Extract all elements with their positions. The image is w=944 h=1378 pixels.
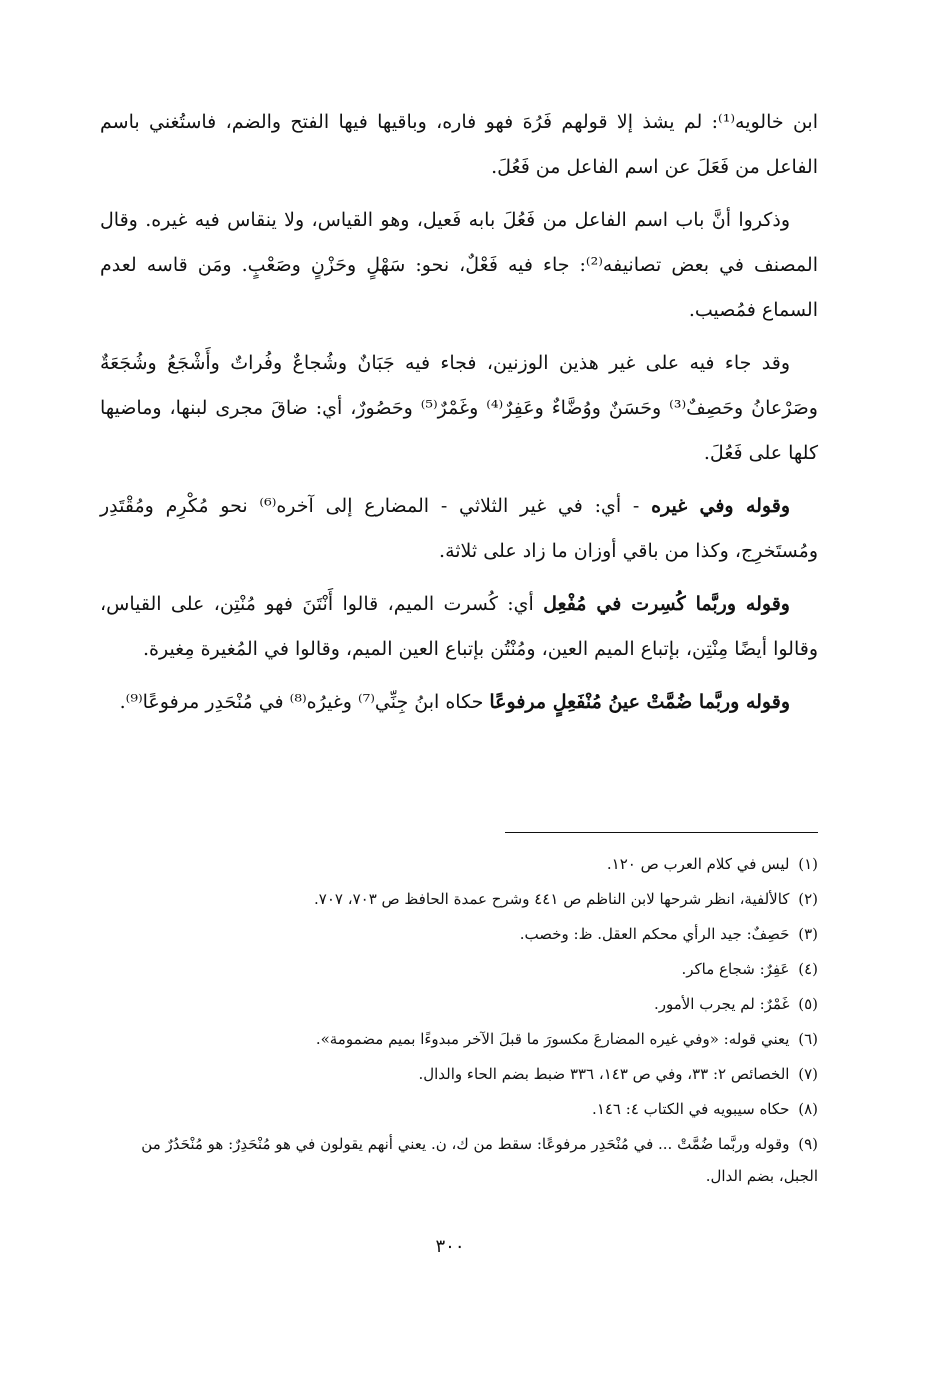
paragraph-4: [100, 484, 818, 574]
footnote-text: غَمْرٌ: لم يجرب الأمور.: [653, 995, 790, 1013]
footnote-number: (٢): [798, 890, 818, 908]
footnotes: [100, 848, 818, 1195]
footnote-number: (٨): [798, 1100, 818, 1118]
footnote-text: ليس في كلام العرب ص ١٢٠.: [606, 855, 790, 873]
paragraph-text: أي: كُسرت الميم، قالوا أَنْتَنَ فهو مُنْتِن، على القياس، وقالوا أيضًا مِنْتِن، بإتباع الميم العين، ومُنْتُن بإتباع العين الميم، وقالوا في المُغيرة مِغيرة.: [100, 593, 818, 660]
footnote-8: [100, 1093, 818, 1125]
footnote-7: [100, 1058, 818, 1090]
footnote-number: (٣): [798, 925, 818, 943]
footnote-9: [100, 1128, 818, 1192]
paragraph-text: وذكروا أنَّ باب اسم الفاعل من فَعُلَ بابه فَعيل، وهو القياس، ولا ينقاس فيه غيره. وقال المصنف في بعض تصانيفه⁽²⁾: جاء فيه فَعْلٌ، نحو: سَهْلٍ وحَزْنٍ وصَعْبٍ. ومَن قاسه لعدم السماع فمُصيب.: [100, 209, 818, 321]
footnote-number: (٤): [798, 960, 818, 978]
paragraph-lead: وقوله وربَّما كُسِرت في مُفْعِل: [543, 593, 790, 615]
main-text: [100, 100, 818, 733]
footnote-text: حَصِفٌ: جيد الرأي محكم العقل. ظ: وخصب.: [519, 925, 790, 943]
paragraph-5: [100, 582, 818, 672]
footnote-text: كالألفية، انظر شرحها لابن الناظم ص ٤٤١ وشرح عمدة الحافظ ص ٧٠٣، ٧٠٧.: [314, 890, 790, 908]
footnote-1: [100, 848, 818, 880]
footnote-4: [100, 953, 818, 985]
footnote-6: [100, 1023, 818, 1055]
footnote-text: وقوله وربَّما ضُمَّتْ ... في مُنْحَدِر مرفوعًا: سقط من ك، ن. يعني أنهم يقولون في هو مُنْحَدِرٌ: هو مُنْحَدُرٌ من الجبل، بضم الدال.: [141, 1135, 818, 1185]
footnote-text: حكاه سيبويه في الكتاب ٤: ١٤٦.: [592, 1100, 790, 1118]
paragraph-lead: وقوله وربَّما ضُمَّتْ عينُ مُنْفَعِلٍ مرفوعًا: [489, 691, 790, 713]
footnote-number: (٩): [798, 1135, 818, 1153]
paragraph-6: [100, 680, 818, 725]
page-number: ٣٠٠: [435, 1236, 465, 1257]
paragraph-2: [100, 198, 818, 333]
footnote-text: عَفِرٌ: شجاع ماكر.: [681, 960, 790, 978]
paragraph-text: ابن خالويه⁽¹⁾: لم يشذ إلا قولهم فَرُهَ فهو فاره، وباقيها فيها الفتح والضم، فاستُغني باسم الفاعل من فَعَلَ عن اسم الفاعل من فَعُلَ.: [100, 111, 818, 178]
footnote-text: يعني قوله: «وفي غيره المضارعَ مكسورَ ما قبلَ الآخر مبدوءًا بميم مضمومة».: [315, 1030, 790, 1048]
footnote-number: (٦): [798, 1030, 818, 1048]
footnote-3: [100, 918, 818, 950]
paragraph-1: [100, 100, 818, 190]
footnote-text: الخصائص ٢: ٣٣، وفي ص ١٤٣، ٣٣٦ ضبط بضم الحاء والدال.: [418, 1065, 790, 1083]
paragraph-3: [100, 341, 818, 476]
paragraph-lead: وقوله وفي غيره: [651, 495, 790, 517]
footnote-separator: [505, 832, 818, 833]
paragraph-text: حكاه ابنُ جِنِّي⁽⁷⁾ وغيرُه⁽⁸⁾ في مُنْحَدِر مرفوعًا⁽⁹⁾.: [119, 691, 490, 713]
paragraph-text: وقد جاء فيه على غير هذين الوزنين، فجاء فيه جَبَانٌ وشُجاعٌ وفُراتٌ وأَشْجَعُ وشُجَعَةٌ وصَرْعانُ وحَصِفٌ⁽³⁾ وحَسَنٌ ووُضَّاءٌ وعَفِرٌ⁽⁴⁾ وغَمْرٌ⁽⁵⁾ وحَصُورٌ، أي: ضاقَ مجرى لبنها، وماضيها كلها على فَعُلَ.: [100, 352, 818, 464]
footnote-5: [100, 988, 818, 1020]
paragraph-text: - أي: في غير الثلاثي - المضارع إلى آخره⁽⁶⁾ نحو مُكْرِم ومُقْتَدِر ومُستَخرِج، وكذا من باقي أوزان ما زاد على ثلاثة.: [100, 495, 818, 562]
footnote-number: (٥): [798, 995, 818, 1013]
footnote-number: (٧): [798, 1065, 818, 1083]
footnote-number: (١): [798, 855, 818, 873]
footnote-2: [100, 883, 818, 915]
